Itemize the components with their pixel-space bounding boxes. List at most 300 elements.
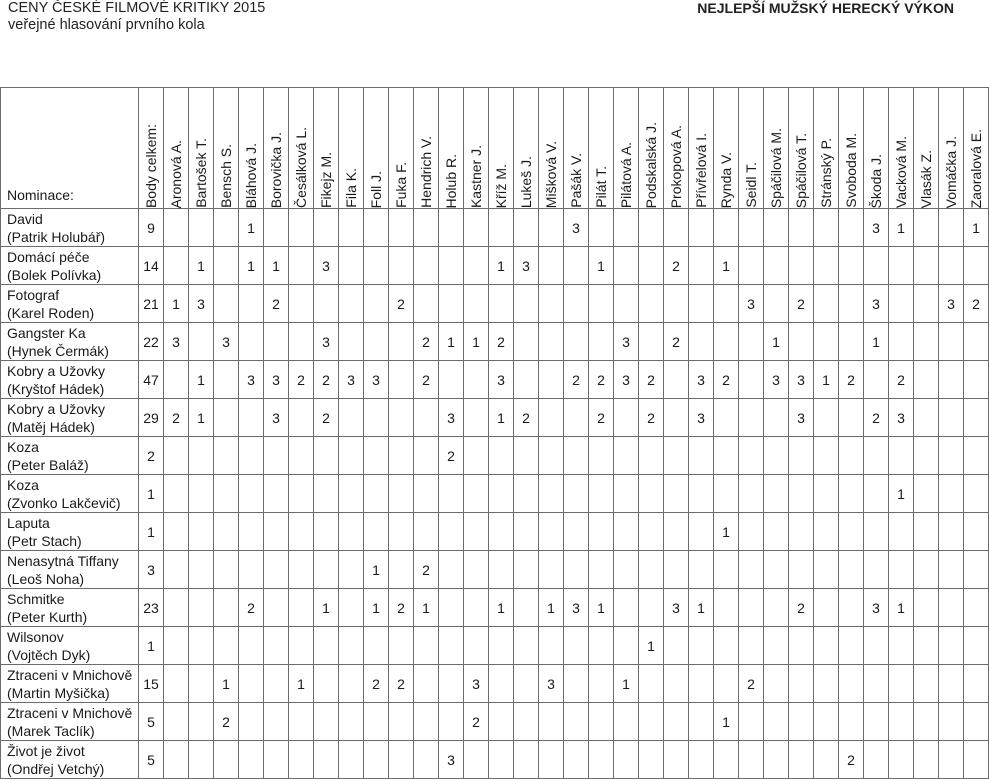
- vote-cell: [714, 399, 739, 437]
- critic-column-header: [414, 88, 439, 209]
- vote-cell: [264, 589, 289, 627]
- vote-cell: [689, 703, 714, 741]
- vote-cell: [764, 741, 789, 779]
- vote-cell: 2: [589, 399, 614, 437]
- vote-cell: [939, 247, 964, 285]
- vote-cell: [689, 627, 714, 665]
- vote-cell: [914, 323, 939, 361]
- vote-cell: [839, 323, 864, 361]
- vote-cell: [189, 209, 214, 247]
- page-subtitle: veřejné hlasování prvního kola: [8, 17, 205, 33]
- vote-cell: [564, 475, 589, 513]
- vote-cell: 3: [164, 323, 189, 361]
- critic-column-header: [739, 88, 764, 209]
- vote-cell: 1: [864, 323, 889, 361]
- vote-cell: [664, 551, 689, 589]
- vote-cell: [339, 551, 364, 589]
- nomination-cell: [1, 475, 139, 513]
- vote-cell: [939, 209, 964, 247]
- vote-cell: [914, 437, 939, 475]
- column-label: Spáčilová T.: [793, 132, 809, 208]
- vote-cell: 2: [439, 437, 464, 475]
- vote-cell: [164, 627, 189, 665]
- vote-cell: [364, 741, 389, 779]
- column-label: Holub R.: [443, 153, 459, 208]
- vote-cell: [339, 247, 364, 285]
- vote-cell: [214, 361, 239, 399]
- vote-cell: [314, 513, 339, 551]
- vote-cell: [289, 551, 314, 589]
- vote-cell: [564, 741, 589, 779]
- vote-cell: [939, 551, 964, 589]
- column-label: Seidl T.: [743, 162, 759, 208]
- vote-cell: [889, 323, 914, 361]
- vote-cell: [689, 247, 714, 285]
- vote-cell: [489, 627, 514, 665]
- vote-cell: [639, 703, 664, 741]
- film-title: Domácí péče: [7, 248, 90, 265]
- vote-cell: [464, 285, 489, 323]
- vote-cell: [439, 627, 464, 665]
- critic-column-header: [189, 88, 214, 209]
- vote-cell: [514, 589, 539, 627]
- vote-cell: [414, 209, 439, 247]
- vote-cell: [839, 513, 864, 551]
- vote-cell: [289, 703, 314, 741]
- vote-cell: [289, 627, 314, 665]
- vote-cell: 1: [714, 247, 739, 285]
- actor-name: (Karel Roden): [7, 304, 95, 321]
- vote-cell: [639, 285, 664, 323]
- vote-cell: [414, 475, 439, 513]
- vote-cell: [739, 551, 764, 589]
- vote-cell: 2: [489, 323, 514, 361]
- vote-cell: [664, 627, 689, 665]
- vote-cell: [589, 209, 614, 247]
- nomination-cell: [1, 399, 139, 437]
- column-label: Rynda V.: [718, 151, 734, 208]
- vote-cell: [239, 475, 264, 513]
- vote-cell: [164, 437, 189, 475]
- vote-cell: [189, 665, 214, 703]
- vote-cell: [189, 323, 214, 361]
- column-label: Kastner J.: [468, 144, 484, 208]
- vote-cell: [389, 627, 414, 665]
- vote-cell: [389, 513, 414, 551]
- vote-cell: [464, 475, 489, 513]
- vote-cell: 3: [739, 285, 764, 323]
- vote-cell: [889, 551, 914, 589]
- total-points-cell: 22: [139, 323, 164, 361]
- vote-cell: 1: [539, 589, 564, 627]
- vote-cell: [239, 399, 264, 437]
- column-label: Škoda J.: [868, 153, 884, 208]
- vote-cell: [264, 551, 289, 589]
- actor-name: (Kryštof Hádek): [7, 380, 105, 397]
- actor-name: (Matěj Hádek): [7, 418, 95, 435]
- vote-cell: [864, 703, 889, 741]
- vote-cell: [839, 703, 864, 741]
- vote-cell: [214, 475, 239, 513]
- vote-cell: [539, 323, 564, 361]
- vote-cell: 3: [789, 399, 814, 437]
- vote-cell: [939, 703, 964, 741]
- vote-cell: [214, 627, 239, 665]
- vote-cell: [764, 285, 789, 323]
- vote-cell: [664, 399, 689, 437]
- vote-cell: 3: [314, 247, 339, 285]
- vote-cell: [814, 399, 839, 437]
- vote-cell: 1: [314, 589, 339, 627]
- vote-cell: [764, 513, 789, 551]
- vote-cell: [289, 323, 314, 361]
- vote-cell: [489, 209, 514, 247]
- vote-cell: 3: [789, 361, 814, 399]
- vote-cell: 3: [864, 589, 889, 627]
- vote-cell: [489, 475, 514, 513]
- column-label: Svoboda M.: [843, 133, 859, 208]
- vote-cell: 2: [414, 361, 439, 399]
- vote-cell: [189, 513, 214, 551]
- vote-cell: [664, 513, 689, 551]
- vote-cell: [964, 323, 989, 361]
- vote-cell: [639, 741, 664, 779]
- vote-cell: [164, 589, 189, 627]
- vote-cell: 2: [789, 285, 814, 323]
- critic-column-header: [264, 88, 289, 209]
- vote-cell: [564, 665, 589, 703]
- vote-cell: [914, 209, 939, 247]
- vote-cell: [239, 285, 264, 323]
- vote-cell: 2: [964, 285, 989, 323]
- vote-cell: [464, 589, 489, 627]
- vote-cell: [839, 665, 864, 703]
- vote-cell: 2: [314, 361, 339, 399]
- vote-cell: [739, 475, 764, 513]
- vote-cell: [814, 475, 839, 513]
- vote-cell: [639, 323, 664, 361]
- vote-cell: [514, 475, 539, 513]
- vote-cell: [614, 741, 639, 779]
- vote-cell: 2: [564, 361, 589, 399]
- film-title: Život je život: [7, 742, 85, 759]
- film-title: Koza: [7, 476, 39, 493]
- actor-name: (Ondřej Vetchý): [7, 760, 105, 777]
- total-points-header: [139, 88, 164, 209]
- vote-cell: [914, 475, 939, 513]
- vote-cell: 2: [889, 361, 914, 399]
- vote-cell: [864, 247, 889, 285]
- vote-cell: [264, 703, 289, 741]
- column-label: Podskalská J.: [643, 121, 659, 208]
- critic-column-header: [364, 88, 389, 209]
- vote-cell: [914, 361, 939, 399]
- vote-cell: [639, 513, 664, 551]
- vote-cell: [164, 513, 189, 551]
- vote-cell: [689, 665, 714, 703]
- vote-cell: 2: [164, 399, 189, 437]
- critic-column-header: [764, 88, 789, 209]
- vote-cell: [914, 247, 939, 285]
- column-label: Pilát T.: [593, 166, 609, 208]
- vote-cell: [764, 247, 789, 285]
- vote-cell: [489, 513, 514, 551]
- vote-cell: [239, 703, 264, 741]
- vote-cell: [264, 323, 289, 361]
- film-title: Ztraceni v Mnichově: [7, 666, 133, 683]
- vote-cell: [339, 741, 364, 779]
- vote-cell: [589, 513, 614, 551]
- vote-cell: [214, 551, 239, 589]
- vote-cell: [439, 703, 464, 741]
- column-label: Foll J.: [368, 170, 384, 208]
- vote-cell: 1: [889, 209, 914, 247]
- vote-cell: [714, 475, 739, 513]
- vote-cell: [189, 741, 214, 779]
- page-title: CENY ČESKÉ FILMOVÉ KRITIKY 2015: [8, 0, 266, 16]
- vote-cell: 3: [864, 209, 889, 247]
- vote-cell: [489, 741, 514, 779]
- table-row: [1, 703, 989, 741]
- critic-column-header: [389, 88, 414, 209]
- vote-cell: [614, 703, 639, 741]
- vote-cell: [514, 551, 539, 589]
- vote-cell: [789, 627, 814, 665]
- column-label: Prokopová A.: [668, 124, 684, 208]
- nomination-cell: [1, 323, 139, 361]
- vote-cell: [414, 513, 439, 551]
- vote-cell: [964, 247, 989, 285]
- vote-cell: [564, 551, 589, 589]
- vote-cell: [664, 437, 689, 475]
- vote-cell: 2: [214, 703, 239, 741]
- vote-cell: [389, 703, 414, 741]
- vote-cell: [914, 285, 939, 323]
- vote-cell: [289, 475, 314, 513]
- vote-cell: [939, 741, 964, 779]
- vote-cell: [464, 741, 489, 779]
- vote-cell: [539, 437, 564, 475]
- vote-cell: [414, 665, 439, 703]
- column-label: Zaoralová E.: [968, 128, 984, 208]
- vote-cell: [364, 475, 389, 513]
- vote-cell: [939, 361, 964, 399]
- vote-cell: 3: [264, 399, 289, 437]
- vote-cell: [239, 437, 264, 475]
- vote-cell: [539, 627, 564, 665]
- vote-cell: [414, 437, 439, 475]
- vote-cell: [239, 741, 264, 779]
- vote-cell: [439, 589, 464, 627]
- vote-cell: 1: [414, 589, 439, 627]
- column-label: Kříž M.: [493, 163, 509, 208]
- vote-cell: 3: [439, 399, 464, 437]
- vote-cell: [739, 399, 764, 437]
- film-title: Kobry a Užovky: [7, 362, 106, 379]
- vote-cell: [464, 399, 489, 437]
- vote-cell: [314, 741, 339, 779]
- film-title: Schmitke: [7, 590, 65, 607]
- critic-column-header: [714, 88, 739, 209]
- vote-cell: [739, 247, 764, 285]
- vote-cell: [339, 399, 364, 437]
- actor-name: (Vojtěch Dyk): [7, 646, 91, 663]
- vote-cell: [389, 475, 414, 513]
- vote-cell: [264, 209, 289, 247]
- vote-cell: [939, 665, 964, 703]
- vote-cell: [814, 741, 839, 779]
- vote-cell: [539, 209, 564, 247]
- vote-cell: [189, 703, 214, 741]
- vote-cell: [514, 361, 539, 399]
- vote-cell: 3: [564, 209, 589, 247]
- vote-cell: [239, 323, 264, 361]
- critic-column-header: [164, 88, 189, 209]
- vote-cell: [739, 361, 764, 399]
- vote-cell: [789, 703, 814, 741]
- vote-cell: [339, 437, 364, 475]
- critic-column-header: [964, 88, 989, 209]
- vote-cell: [664, 209, 689, 247]
- nomination-cell: [1, 247, 139, 285]
- actor-name: (Leoš Noha): [7, 570, 85, 587]
- vote-cell: 2: [239, 589, 264, 627]
- vote-cell: [939, 323, 964, 361]
- vote-cell: [539, 361, 564, 399]
- vote-cell: 1: [889, 475, 914, 513]
- critic-column-header: [864, 88, 889, 209]
- critic-column-header: [289, 88, 314, 209]
- critic-column-header: [789, 88, 814, 209]
- vote-cell: [764, 475, 789, 513]
- vote-cell: [414, 399, 439, 437]
- vote-cell: [639, 475, 664, 513]
- vote-cell: [564, 285, 589, 323]
- actor-name: (Petr Stach): [7, 532, 82, 549]
- vote-cell: 1: [464, 323, 489, 361]
- total-points-cell: 14: [139, 247, 164, 285]
- vote-cell: [714, 589, 739, 627]
- critic-column-header: [539, 88, 564, 209]
- vote-cell: [514, 437, 539, 475]
- vote-cell: [864, 741, 889, 779]
- column-label: Bláhová J.: [243, 142, 259, 208]
- vote-cell: 3: [664, 589, 689, 627]
- critic-column-header: [664, 88, 689, 209]
- vote-cell: [764, 665, 789, 703]
- vote-cell: [489, 437, 514, 475]
- column-label: Bartošek T.: [193, 138, 209, 208]
- vote-cell: [914, 399, 939, 437]
- voting-table: [0, 87, 989, 779]
- film-title: Kobry a Užovky: [7, 400, 106, 417]
- vote-cell: 1: [239, 209, 264, 247]
- vote-cell: [389, 551, 414, 589]
- vote-cell: [939, 589, 964, 627]
- vote-cell: [839, 247, 864, 285]
- vote-cell: 3: [439, 741, 464, 779]
- vote-cell: [939, 627, 964, 665]
- vote-cell: [939, 399, 964, 437]
- vote-cell: [739, 437, 764, 475]
- vote-cell: [914, 703, 939, 741]
- vote-cell: [839, 209, 864, 247]
- vote-cell: [864, 627, 889, 665]
- vote-cell: 2: [639, 361, 664, 399]
- vote-cell: [614, 399, 639, 437]
- actor-name: (Patrik Holubář): [7, 228, 106, 245]
- total-points-cell: 2: [139, 437, 164, 475]
- vote-cell: [414, 741, 439, 779]
- vote-cell: [814, 513, 839, 551]
- vote-cell: [589, 551, 614, 589]
- vote-cell: [689, 475, 714, 513]
- vote-cell: [889, 247, 914, 285]
- vote-cell: [189, 437, 214, 475]
- vote-cell: [389, 209, 414, 247]
- film-title: Koza: [7, 438, 39, 455]
- header-left: [8, 0, 265, 34]
- vote-cell: [764, 209, 789, 247]
- total-points-cell: 3: [139, 551, 164, 589]
- vote-cell: [214, 285, 239, 323]
- vote-cell: [839, 627, 864, 665]
- vote-cell: 3: [764, 361, 789, 399]
- vote-cell: 3: [189, 285, 214, 323]
- vote-cell: [839, 475, 864, 513]
- vote-cell: 2: [314, 399, 339, 437]
- vote-cell: [314, 665, 339, 703]
- vote-cell: [664, 285, 689, 323]
- vote-cell: [664, 475, 689, 513]
- vote-cell: [814, 627, 839, 665]
- vote-cell: [289, 285, 314, 323]
- total-points-cell: 15: [139, 665, 164, 703]
- film-title: Gangster Ka: [7, 324, 86, 341]
- vote-cell: [764, 399, 789, 437]
- vote-cell: [214, 589, 239, 627]
- vote-cell: [414, 627, 439, 665]
- vote-cell: 2: [739, 665, 764, 703]
- vote-cell: [264, 513, 289, 551]
- vote-cell: [814, 437, 839, 475]
- vote-cell: [964, 437, 989, 475]
- vote-cell: [164, 209, 189, 247]
- vote-cell: [364, 513, 389, 551]
- table-row: [1, 741, 989, 779]
- vote-cell: 3: [214, 323, 239, 361]
- table-row: [1, 285, 989, 323]
- vote-cell: [439, 665, 464, 703]
- nomination-cell: [1, 551, 139, 589]
- nomination-cell: [1, 285, 139, 323]
- vote-cell: [539, 703, 564, 741]
- vote-cell: [714, 437, 739, 475]
- vote-cell: 3: [339, 361, 364, 399]
- vote-cell: 1: [164, 285, 189, 323]
- vote-cell: [314, 475, 339, 513]
- vote-cell: [689, 513, 714, 551]
- vote-cell: [764, 551, 789, 589]
- nominations-header: Nominace:: [1, 88, 139, 209]
- film-title: Wilsonov: [7, 628, 64, 645]
- vote-cell: 2: [389, 589, 414, 627]
- vote-cell: [764, 437, 789, 475]
- vote-cell: [464, 551, 489, 589]
- vote-cell: [714, 665, 739, 703]
- vote-cell: 3: [939, 285, 964, 323]
- vote-cell: [614, 627, 639, 665]
